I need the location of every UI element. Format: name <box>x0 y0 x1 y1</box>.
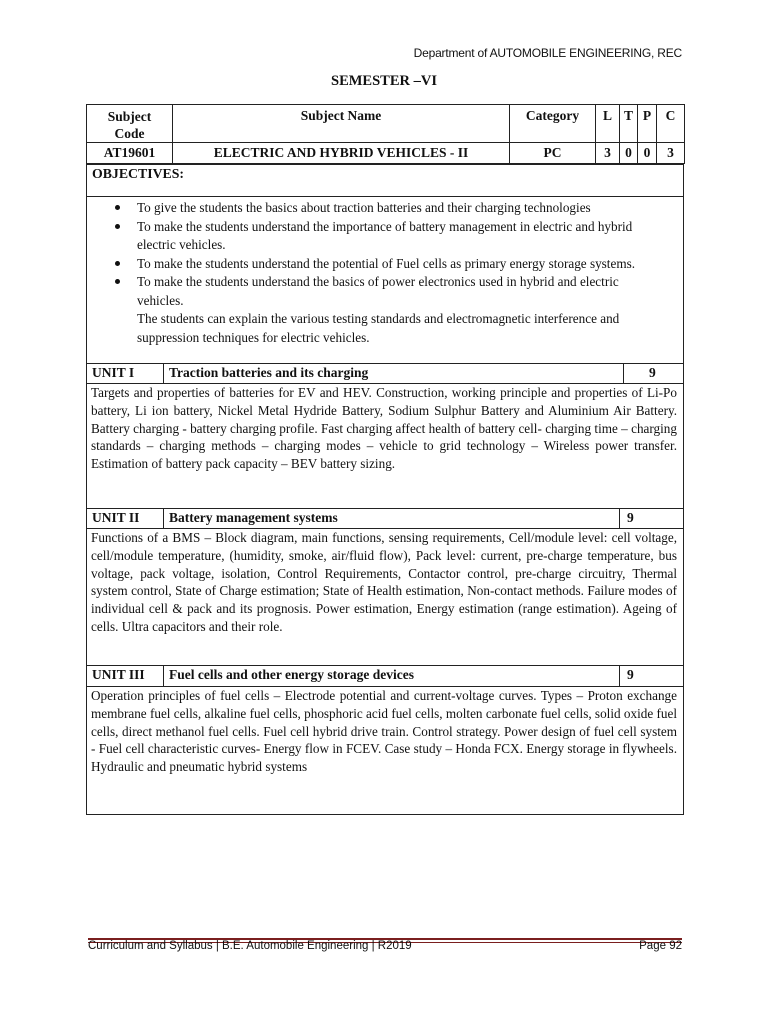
header-subject-name: Subject Name <box>173 105 510 143</box>
objectives-title: OBJECTIVES: <box>92 166 185 181</box>
unit-3-content-box <box>86 686 684 815</box>
header-subject-code-line2: Code <box>114 126 145 141</box>
subject-t: 0 <box>620 143 638 164</box>
unit-2-content: Functions of a BMS – Block diagram, main functions, sensing requirements, Cell/module level: cell voltage, cell/module temperature, (humidity, smoke, air/fluid flow), Pack level: current, pre-charge temperature, bus voltage, pack voltage, isolation, Control Requirements, Contactor control, pre-charge circuitry, Thermal system control, State of Charge estimation; State of Health estimation, Non-contact methods. Failure modes of individual cell & pack and its prognosis. Power estimation, Energy estimation (range estimation). Ageing of cells. Ultra capacitors and their role. <box>91 530 677 634</box>
subject-code: AT19601 <box>87 143 173 164</box>
objective-text: To give the students the basics about traction batteries and their charging technologies <box>137 200 591 215</box>
objective-item <box>109 218 659 255</box>
objectives-list <box>109 199 659 347</box>
objective-extra <box>109 310 659 347</box>
unit-3-hours: 9 <box>627 667 634 682</box>
unit-3-content: Operation principles of fuel cells – Electrode potential and current-voltage curves. Types – Proton exchange membrane fuel cells, alkaline fuel cells, phosphoric acid fuel cells, molten carbonate fuel cells, solid oxide fuel cells, direct methanol fuel cells. Fuel cell hybrid drive train. Control strategy. Power design of fuel cell system - Fuel cell characteristic curves- Energy flow in FCEV. Case study – Honda FCX. Energy storage in flywheels. Hydraulic and pneumatic hybrid systems <box>91 688 677 775</box>
subject-table-header <box>87 105 685 143</box>
objective-item <box>109 199 659 218</box>
objective-item <box>109 273 659 310</box>
bullet-icon <box>115 261 120 266</box>
bullet-icon <box>115 205 120 210</box>
unit-2-label: UNIT II <box>92 510 140 525</box>
semester-title: SEMESTER –VI <box>331 73 437 89</box>
subject-c: 3 <box>657 143 685 164</box>
footer-curriculum: Curriculum and Syllabus | B.E. Automobile Engineering | R2019 <box>88 940 412 952</box>
objectives-list-box <box>86 196 684 364</box>
header-subject-code-line1: Subject <box>107 109 152 124</box>
footer-page-number: Page 92 <box>639 940 682 952</box>
objective-text: To make the students understand the basics of power electronics used in hybrid and electric vehicles. <box>137 274 619 308</box>
unit-2-content-box <box>86 528 684 666</box>
unit-2-title: Battery management systems <box>169 510 338 525</box>
subject-l: 3 <box>596 143 620 164</box>
unit-1-hours: 9 <box>649 365 656 380</box>
subject-table <box>86 104 685 164</box>
unit-1-content: Targets and properties of batteries for EV and HEV. Construction, working principle and properties of Li-Po battery, Li ion battery, Nickel Metal Hydride Battery, Sodium Sulphur Battery and Aluminium Air Battery. Battery charging - battery charging profile. Fast charging affect health of battery cell- charging time – charging standards – charging methods – charging modes – vehicle to grid technology – Wireless power transfer. Estimation of battery pack capacity – BEV battery sizing. <box>91 385 677 472</box>
header-subject-code <box>87 105 173 143</box>
header-category: Category <box>510 105 596 143</box>
unit-2-header <box>86 508 684 529</box>
department-header: Department of AUTOMOBILE ENGINEERING, REC <box>413 46 682 60</box>
subject-row <box>87 143 685 164</box>
objectives-title-box <box>86 164 684 197</box>
objective-text: To make the students understand the potential of Fuel cells as primary energy storage systems. <box>137 255 636 271</box>
objective-item <box>109 255 659 274</box>
objective-extra-text: The students can explain the various testing standards and electromagnetic interference and suppression techniques for electric vehicles. <box>137 311 620 345</box>
unit-1-header <box>86 363 684 384</box>
bullet-icon <box>115 279 120 284</box>
subject-name: ELECTRIC AND HYBRID VEHICLES - II <box>173 143 510 164</box>
unit-3-label: UNIT III <box>92 667 145 682</box>
unit-3-title: Fuel cells and other energy storage devices <box>169 667 414 682</box>
bullet-icon <box>115 224 120 229</box>
header-l: L <box>596 105 620 143</box>
header-c: C <box>657 105 685 143</box>
header-p: P <box>638 105 657 143</box>
unit-1-title: Traction batteries and its charging <box>169 365 369 380</box>
unit-3-header <box>86 665 684 687</box>
header-t: T <box>620 105 638 143</box>
subject-category: PC <box>510 143 596 164</box>
objective-text: To make the students understand the importance of battery management in electric and hybrid electric vehicles. <box>137 218 633 252</box>
subject-p: 0 <box>638 143 657 164</box>
unit-1-label: UNIT I <box>92 365 135 380</box>
unit-1-content-box <box>86 383 684 509</box>
unit-2-hours: 9 <box>627 510 634 525</box>
